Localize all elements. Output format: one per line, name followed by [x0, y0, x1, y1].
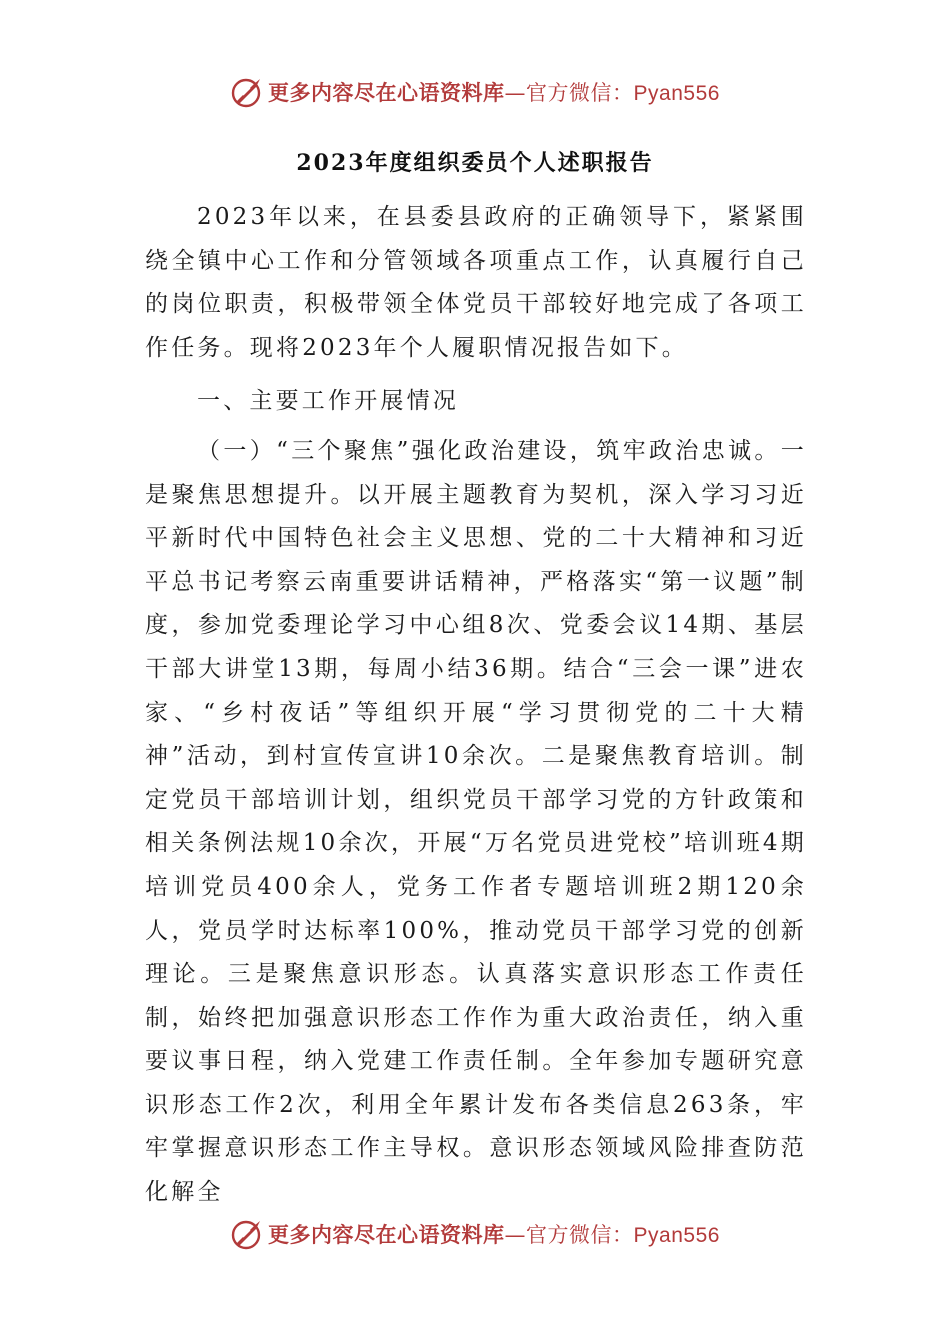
watermark-wechat-id: Pyan556: [633, 1224, 720, 1247]
watermark-dash: —: [504, 81, 527, 105]
intro-paragraph: 2023年以来，在县委县政府的正确领导下，紧紧围绕全镇中心工作和分管领域各项重点工作，认真履行自己的岗位职责，积极带领全体党员干部较好地完成了各项工作任务。现将2023年个人履职情况报告如下。: [145, 204, 807, 361]
quill-logo-icon: [230, 75, 264, 109]
watermark-dash: —: [504, 1223, 527, 1247]
watermark-text: [268, 1219, 720, 1249]
section-heading: 一、主要工作开展情况: [197, 388, 459, 415]
watermark-label: 官方微信：: [526, 1223, 634, 1247]
subsection-paragraph: （一）“三个聚焦”强化政治建设，筑牢政治忠诚。一是聚焦思想提升。以开展主题教育为契机，深入学习习近平新时代中国特色社会主义思想、党的二十大精神和习近平总书记考察云南重要讲话精神，严格落实“第一议题”制度，参加党委理论学习中心组8次、党委会议14期、基层干部大讲堂13期，每周小结36期。结合“三会一课”进农家、“乡村夜话”等组织开展“学习贯彻党的二十大精神”活动，到村宣传宣讲10余次。二是聚焦教育培训。制定党员干部培训计划，组织党员干部学习党的方针政策和相关条例法规10余次，开展“万名党员进党校”培训班4期培训党员400余人，党务工作者专题培训班2期120余人，党员学时达标率100%，推动党员干部学习党的创新理论。三是聚焦意识形态。认真落实意识形态工作责任制，始终把加强意识形态工作作为重大政治责任，纳入重要议事日程，纳入党建工作责任制。全年参加专题研究意识形态工作2次，利用全年累计发布各类信息263条，牢牢掌握意识形态工作主导权。意识形态领域风险排查防范化解全: [145, 437, 807, 1206]
document-body: [145, 196, 807, 1215]
watermark-label: 官方微信：: [526, 81, 634, 105]
watermark-banner-bottom: [0, 1210, 950, 1258]
watermark-wechat-id: Pyan556: [633, 82, 720, 105]
document-title: 2023年度组织委员个人述职报告: [296, 150, 654, 176]
watermark-brand: 更多内容尽在心语资料库: [268, 1223, 505, 1247]
watermark-brand: 更多内容尽在心语资料库: [268, 81, 505, 105]
watermark-text: [268, 77, 720, 107]
quill-logo-icon: [230, 1217, 264, 1251]
watermark-banner-top: [0, 68, 950, 116]
